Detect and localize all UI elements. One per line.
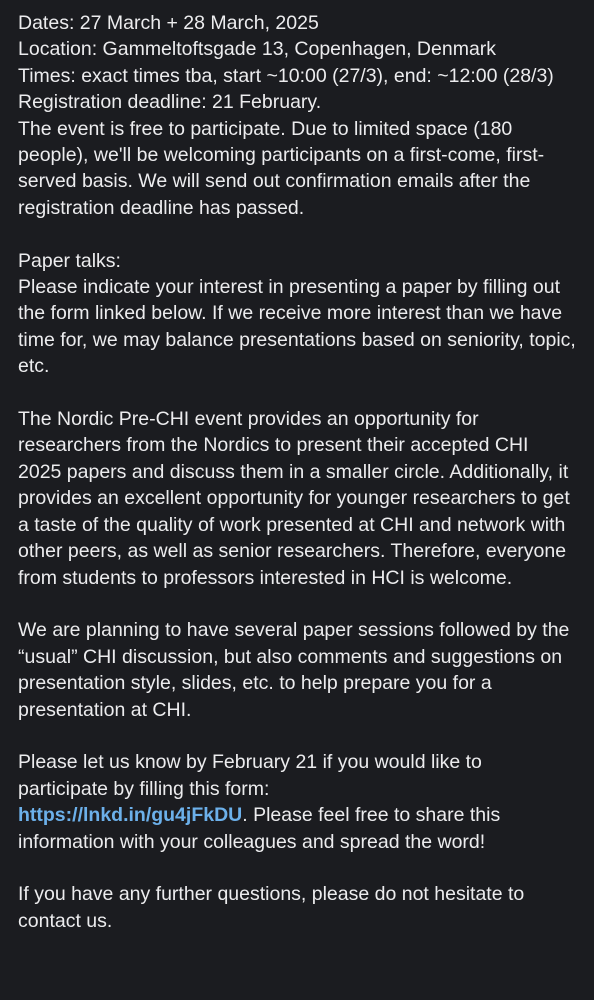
event-planning: We are planning to have several paper sessions followed by the “usual” CHI discussion, but also comments and suggestions on presentation style, slides, etc. to help prepare you for a presentation at CHI. — [18, 619, 575, 721]
paragraph-spacer — [18, 591, 576, 617]
signup-intro: Please let us know by February 21 if you would like to participate by filling this form: — [18, 751, 488, 800]
post-registration-deadline: Registration deadline: 21 February. — [18, 91, 322, 114]
post-location: Location: Gammeltoftsgade 13, Copenhagen, Denmark — [18, 38, 497, 61]
event-about: The Nordic Pre-CHI event provides an opportunity for researchers from the Nordics to present their accepted CHI 2025 papers and discuss them in a smaller circle. Additionally, it provides an excellent opportunity for younger researchers to get a taste of the quality of work presented at CHI and network with other peers, as well as senior researchers. Therefore, everyone from students to professors interested in HCI is welcome. — [18, 408, 576, 589]
signup-outro: . Please feel free to share this information with your colleagues and spread the word! — [18, 804, 506, 853]
post-dates: Dates: 27 March + 28 March, 2025 — [18, 12, 319, 34]
paper-talks-heading: Paper talks: — [18, 249, 121, 272]
post-times: Times: exact times tba, start ~10:00 (27/3), end: ~12:00 (28/3) — [18, 64, 554, 87]
paragraph-spacer — [18, 723, 576, 749]
post-free-event-info: The event is free to participate. Due to limited space (180 people), we'll be welcoming participants on a first-come, first-served basis. We will send out confirmation emails after the registration deadline has passed. — [18, 117, 545, 219]
paper-talks-body: Please indicate your interest in presenting a paper by filling out the form linked below. If we receive more interest than we have time for, we may balance presentations based on seniority, topic, etc. — [18, 276, 582, 378]
signup-form-link[interactable]: https://lnkd.in/gu4jFkDU — [18, 804, 243, 827]
paragraph-spacer — [18, 221, 576, 247]
paragraph-spacer — [18, 380, 576, 406]
closing-note: If you have any further questions, please do not hesitate to contact us. — [18, 883, 530, 932]
paragraph-spacer — [18, 855, 576, 881]
signup-paragraph — [18, 749, 576, 855]
